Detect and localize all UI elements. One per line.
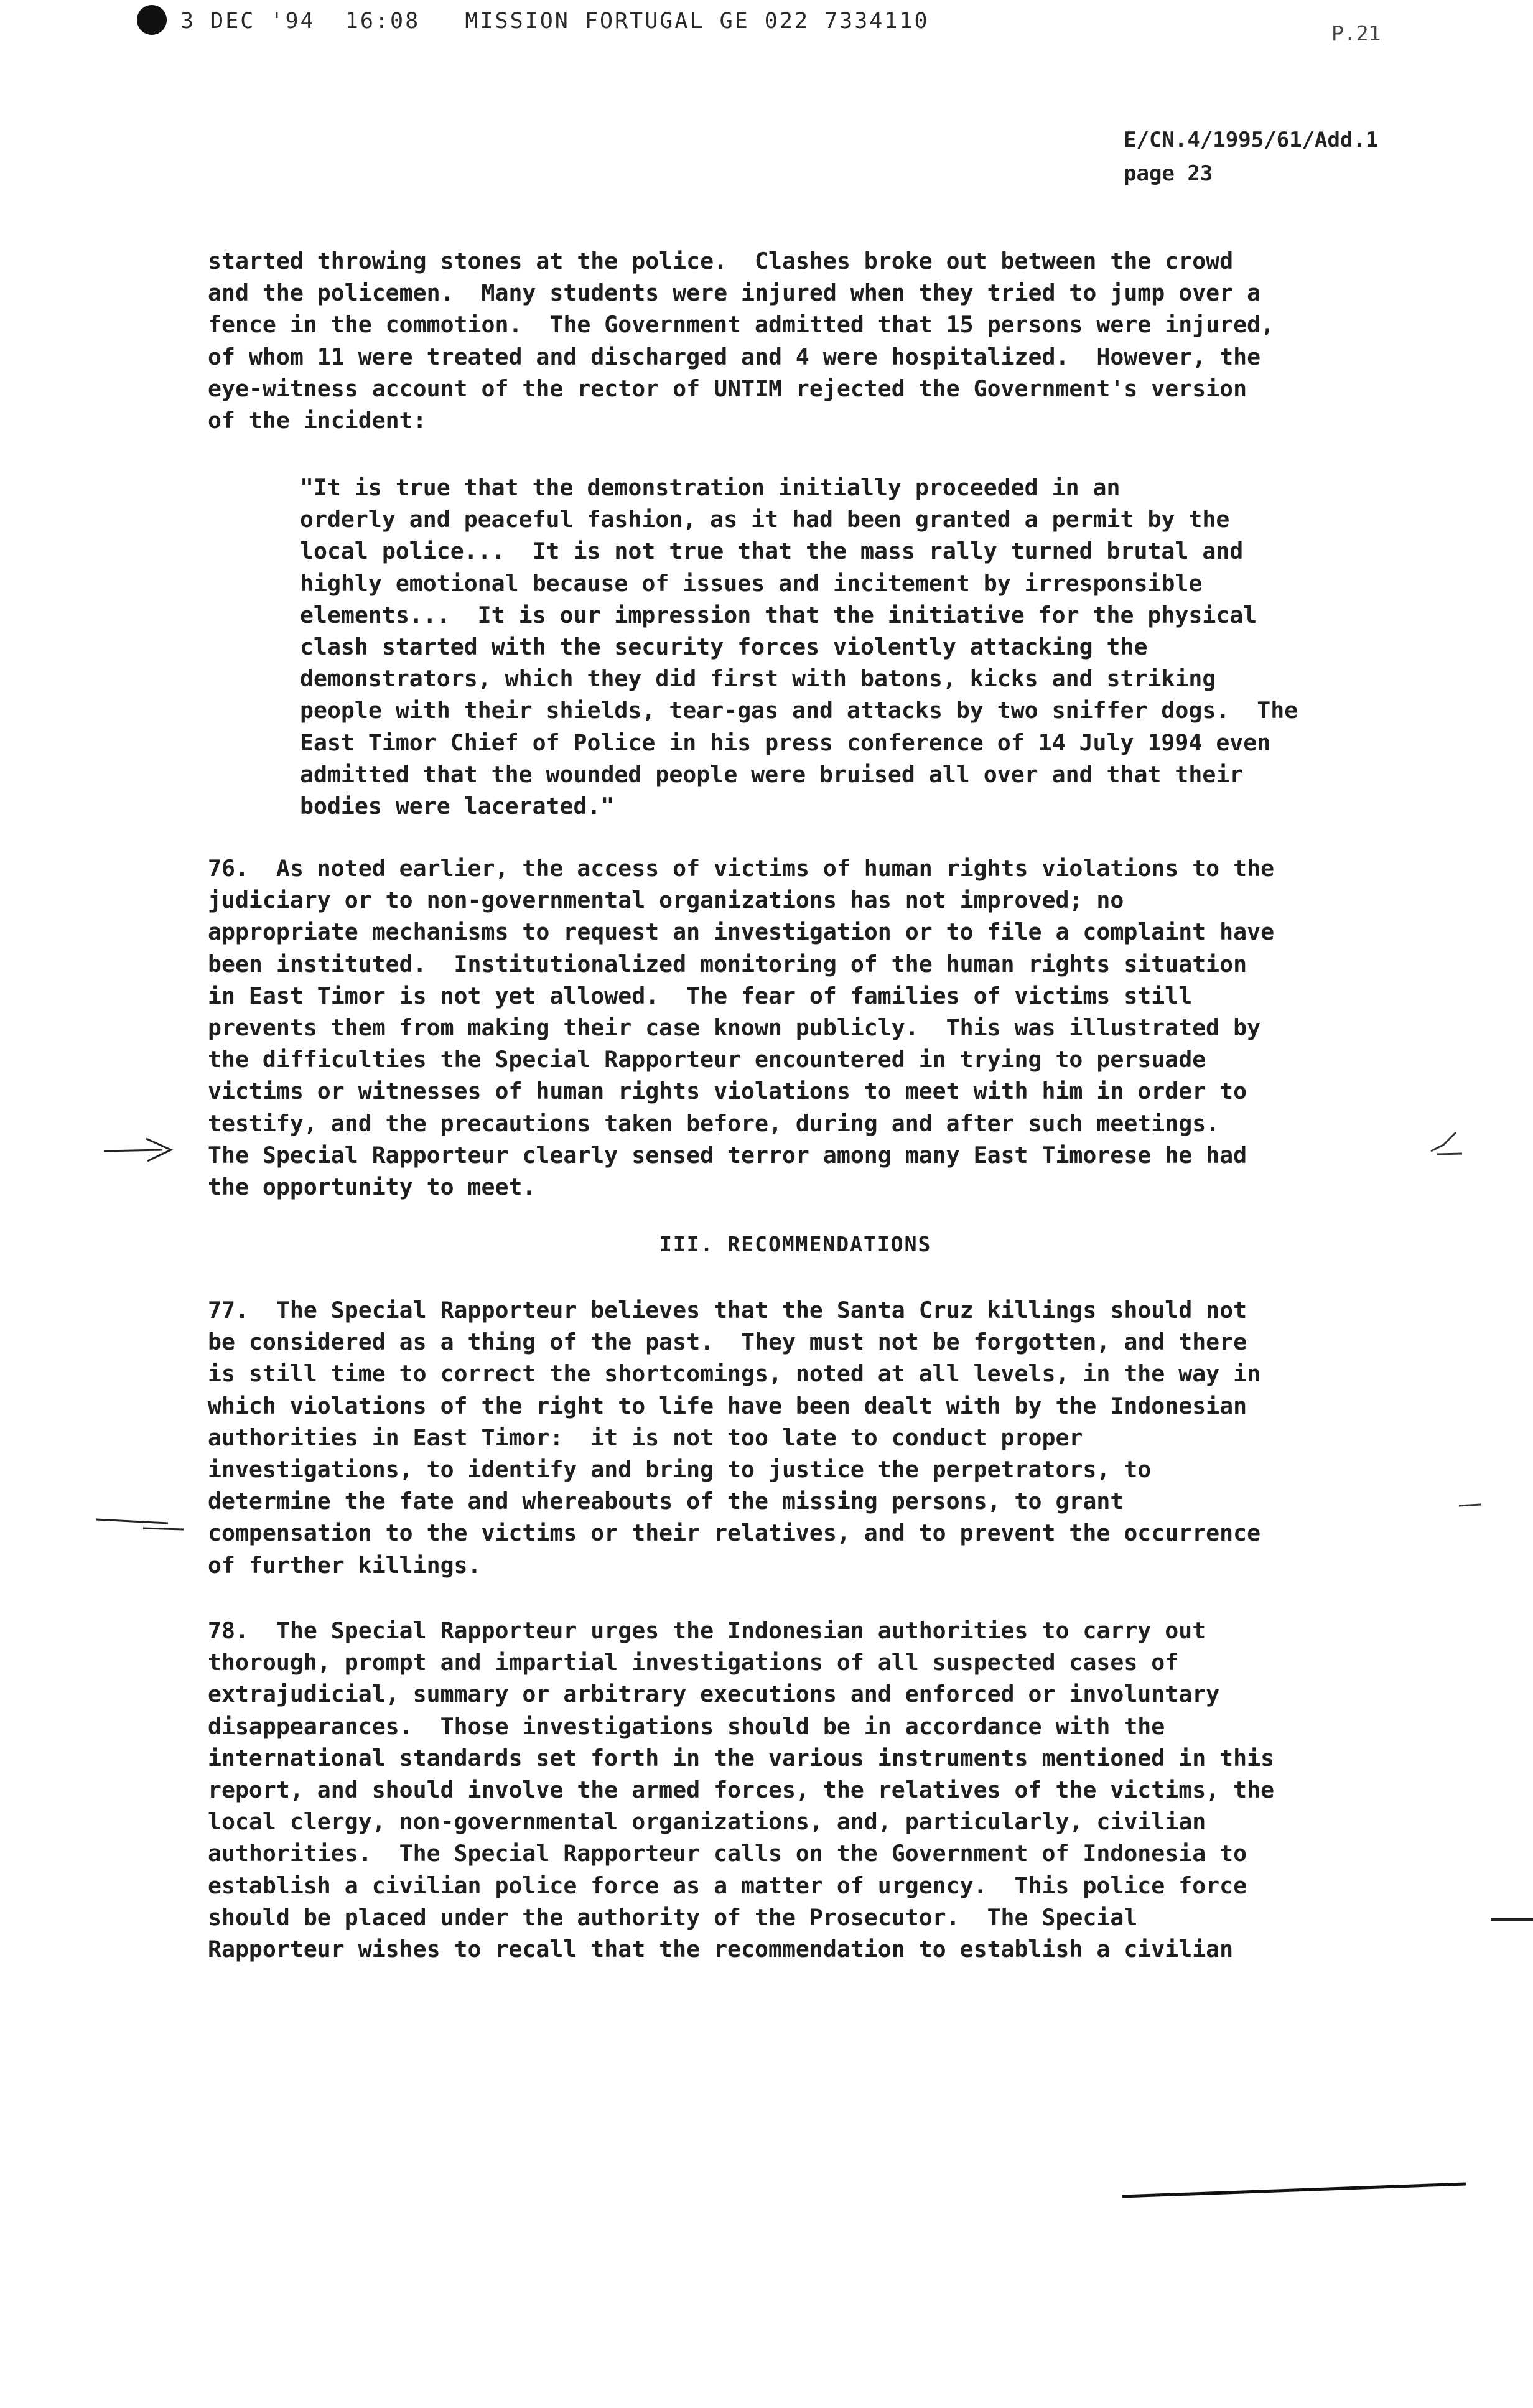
text-line: orderly and peaceful fashion, as it had been granted a permit by the xyxy=(300,506,1230,533)
document-page-number: page 23 xyxy=(1124,161,1213,186)
text-line: 77. The Special Rapporteur believes that the Santa Cruz killings should not xyxy=(208,1297,1247,1323)
text-line: report, and should involve the armed forces, the relatives of the victims, the xyxy=(208,1776,1275,1804)
text-line: investigations, to identify and bring to justice the perpetrators, to xyxy=(208,1456,1152,1483)
text-line: The Special Rapporteur clearly sensed terror among many East Timorese he had xyxy=(208,1141,1247,1169)
margin-checkmark-icon xyxy=(1425,1126,1475,1164)
text-line: elements... It is our impression that the initiative for the physical xyxy=(300,601,1257,628)
text-line: Rapporteur wishes to recall that the recommendation to establish a civilian xyxy=(208,1936,1234,1963)
document-reference xyxy=(1124,123,1378,190)
text-line: 76. As noted earlier, the access of victims of human rights violations to the xyxy=(208,855,1275,882)
text-line: judiciary or to non-governmental organizations has not improved; no xyxy=(208,887,1124,914)
hole-punch-mark xyxy=(137,5,167,35)
text-line: of further killings. xyxy=(208,1551,482,1579)
text-line: determine the fate and whereabouts of the missing persons, to grant xyxy=(208,1488,1124,1515)
text-line: the opportunity to meet. xyxy=(208,1174,536,1201)
text-line: prevents them from making their case known publicly. This was illustrated by xyxy=(208,1014,1261,1042)
text-line: fence in the commotion. The Government admitted that 15 persons were injured, xyxy=(208,311,1275,338)
text-line: started throwing stones at the police. Clashes broke out between the crowd xyxy=(208,248,1234,274)
text-line: be considered as a thing of the past. They must not be forgotten, and there xyxy=(208,1328,1247,1356)
text-line: demonstrators, which they did first with batons, kicks and striking xyxy=(300,665,1216,693)
paragraph-77 xyxy=(208,1294,1260,1581)
paragraph-76 xyxy=(208,852,1274,1203)
text-line: East Timor Chief of Police in his press conference of 14 July 1994 even xyxy=(300,729,1271,756)
margin-arrow-icon xyxy=(103,1131,177,1169)
intro-paragraph xyxy=(208,245,1274,436)
text-line: testify, and the precautions taken before, during and after such meetings. xyxy=(208,1109,1220,1137)
text-line: admitted that the wounded people were bruised all over and that their xyxy=(300,760,1244,788)
margin-tick-mark-icon xyxy=(1456,1493,1487,1518)
signature-underline-stroke xyxy=(1120,2178,1468,2203)
text-line: people with their shields, tear-gas and attacks by two sniffer dogs. The xyxy=(300,697,1298,724)
text-line: authorities. The Special Rapporteur calls on the Government of Indonesia to xyxy=(208,1840,1247,1867)
text-line: authorities in East Timor: it is not too late to conduct proper xyxy=(208,1424,1083,1451)
text-line: "It is true that the demonstration initially proceeded in an xyxy=(300,474,1121,501)
text-line: bodies were lacerated." xyxy=(300,793,615,820)
text-line: the difficulties the Special Rapporteur encountered in trying to persuade xyxy=(208,1046,1206,1073)
text-line: highly emotional because of issues and incitement by irresponsible xyxy=(300,569,1203,597)
rector-quote xyxy=(300,472,1298,822)
text-line: local clergy, non-governmental organizations, and, particularly, civilian xyxy=(208,1808,1206,1836)
margin-dash-mark-icon xyxy=(93,1511,187,1536)
edge-mark xyxy=(1491,1918,1533,1921)
text-line: and the policemen. Many students were injured when they tried to jump over a xyxy=(208,279,1261,307)
text-line: local police... It is not true that the mass rally turned brutal and xyxy=(300,538,1244,565)
section-heading-recommendations: III. RECOMMENDATIONS xyxy=(659,1232,932,1256)
text-line: 78. The Special Rapporteur urges the Indonesian authorities to carry out xyxy=(208,1617,1206,1644)
text-line: establish a civilian police force as a matter of urgency. This police force xyxy=(208,1872,1247,1899)
text-line: victims or witnesses of human rights violations to meet with him in order to xyxy=(208,1078,1247,1105)
text-line: is still time to correct the shortcomings, noted at all levels, in the way in xyxy=(208,1360,1261,1388)
text-line: eye-witness account of the rector of UNTIM rejected the Government's version xyxy=(208,375,1247,402)
text-line: of the incident: xyxy=(208,407,427,434)
text-line: international standards set forth in the various instruments mentioned in this xyxy=(208,1744,1275,1771)
text-line: been instituted. Institutionalized monitoring of the human rights situation xyxy=(208,950,1247,978)
text-line: should be placed under the authority of the Prosecutor. The Special xyxy=(208,1903,1138,1931)
text-line: which violations of the right to life have been dealt with by the Indonesian xyxy=(208,1392,1247,1419)
text-line: clash started with the security forces violently attacking the xyxy=(300,633,1148,661)
text-line: compensation to the victims or their relatives, and to prevent the occurrence xyxy=(208,1519,1261,1547)
document-symbol: E/CN.4/1995/61/Add.1 xyxy=(1124,128,1379,152)
text-line: extrajudicial, summary or arbitrary executions and enforced or involuntary xyxy=(208,1681,1220,1708)
text-line: disappearances. Those investigations should be in accordance with the xyxy=(208,1712,1165,1740)
text-line: in East Timor is not yet allowed. The fear of families of victims still xyxy=(208,982,1193,1009)
fax-transmission-header: 3 DEC '94 16:08 MISSION FORTUGAL GE 022 7334110 xyxy=(180,9,930,34)
text-line: appropriate mechanisms to request an investigation or to file a complaint have xyxy=(208,918,1275,946)
text-line: thorough, prompt and impartial investigations of all suspected cases of xyxy=(208,1649,1179,1676)
text-line: of whom 11 were treated and discharged and 4 were hospitalized. However, the xyxy=(208,343,1261,370)
paragraph-78 xyxy=(208,1615,1274,1965)
fax-page-number: P.21 xyxy=(1331,21,1381,45)
